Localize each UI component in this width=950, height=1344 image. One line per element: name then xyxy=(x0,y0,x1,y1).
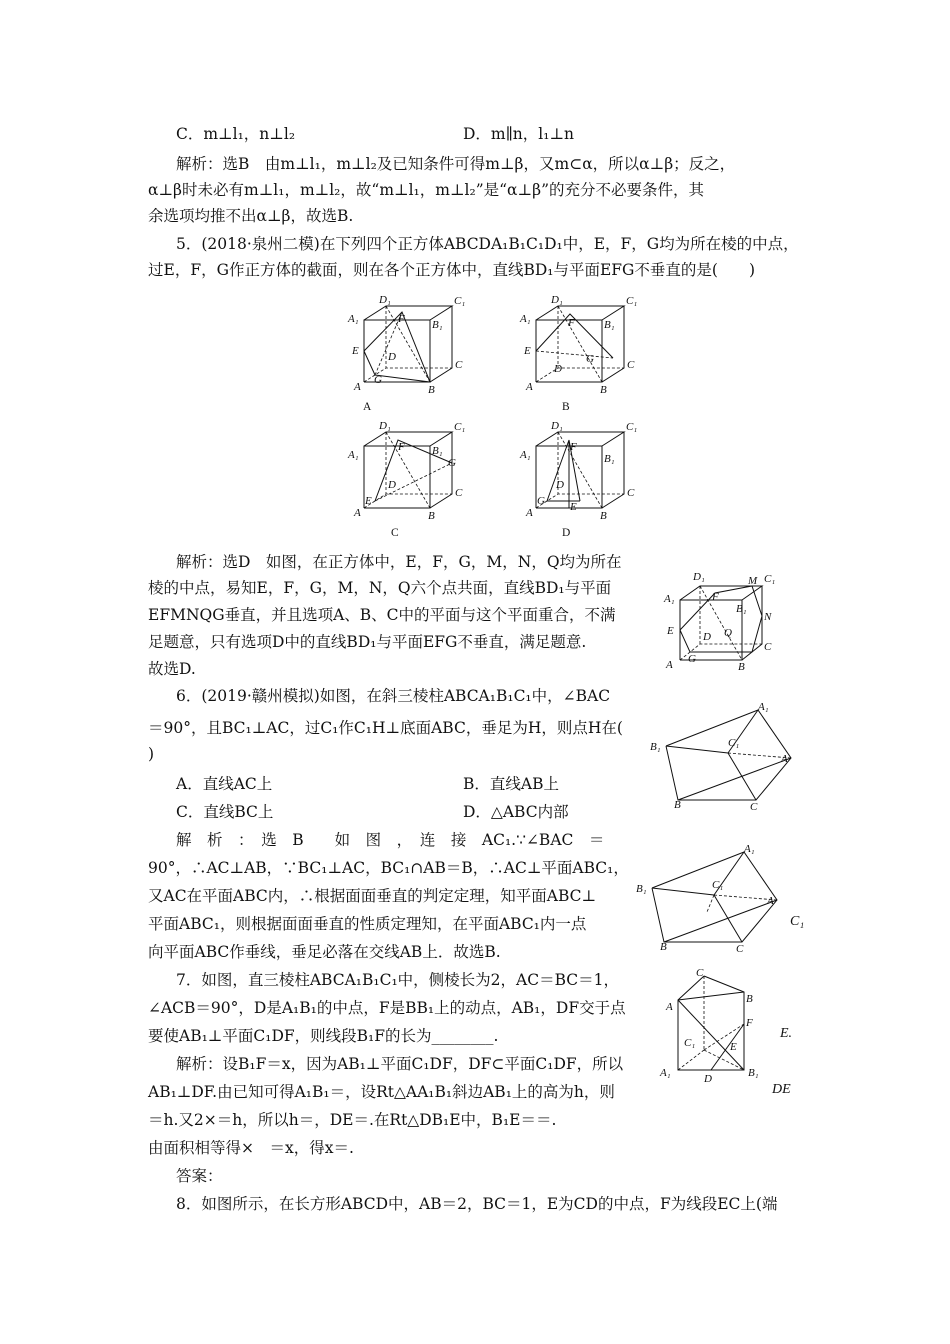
vertex-label: D₁ xyxy=(693,571,705,583)
vertex-label: B xyxy=(746,993,753,1005)
q7-stem-line3: 要使AB₁⊥平面C₁DF，则线段B₁F的长为________. xyxy=(148,1027,499,1045)
margin-mark-de: DE xyxy=(772,1082,791,1097)
vertex-label: E xyxy=(365,495,372,507)
caption-d: D xyxy=(562,527,571,539)
vertex-label: A₁ xyxy=(758,701,769,713)
q5-stem-line1: 5．(2018·泉州二模)在下列四个正方体ABCDA₁B₁C₁D₁中，E，F，G均为所在棱的中点， xyxy=(176,235,799,253)
prism-figure-q6 xyxy=(646,698,796,810)
label-a1: A₁ xyxy=(348,313,359,325)
vertex-label: C₁ xyxy=(712,879,724,891)
vertex-label: F xyxy=(746,1017,753,1029)
label-d: D xyxy=(388,351,396,363)
vertex-label: C xyxy=(627,487,635,499)
vertex-label: C₁ xyxy=(684,1037,696,1049)
vertex-label: C xyxy=(764,641,772,653)
vertex-label: C₁ xyxy=(626,295,638,307)
q6-analysis-line4: 平面ABC₁，则根据面面垂直的性质定理知，在平面ABC₁内一点 xyxy=(148,915,587,933)
vertex-label: C xyxy=(736,943,744,952)
q7-answer-label: 答案： xyxy=(176,1167,223,1185)
vertex-label: B₁ xyxy=(604,319,615,331)
q7-stem-line1: 7．如图，直三棱柱ABCA₁B₁C₁中，侧棱长为2，AC＝BC＝1， xyxy=(176,971,619,989)
vertex-label: F xyxy=(568,317,575,329)
vertex-label: E xyxy=(524,345,531,357)
q6-analysis-line5: 向平面ABC作垂线，垂足必落在交线AB上．故选B. xyxy=(148,943,501,961)
q6-option-c: C．直线BC上 xyxy=(176,803,274,821)
vertex-label: B xyxy=(600,510,607,522)
vertex-label: G xyxy=(537,495,545,507)
q8-stem-line1: 8．如图所示，在长方形ABCD中，AB＝2，BC＝1，E为CD的中点，F为线段EC上(端 xyxy=(176,1195,778,1213)
vertex-label: F xyxy=(398,441,405,453)
vertex-label: Q xyxy=(724,627,732,639)
vertex-label: C₁ xyxy=(626,421,638,433)
q6-option-a: A．直线AC上 xyxy=(176,775,273,793)
q7-analysis-line1: 解析：设B₁F＝x，因为AB₁⊥平面C₁DF，DF⊂平面C₁DF，所以 xyxy=(176,1055,624,1073)
vertex-label: B₁ xyxy=(736,603,747,615)
vertex-label: D₁ xyxy=(551,294,563,306)
margin-mark-e: E. xyxy=(780,1026,793,1041)
vertex-label: B xyxy=(428,510,435,522)
vertex-label: A xyxy=(767,895,774,907)
vertex-label: M xyxy=(748,575,758,587)
q6-stem-line1: 6．(2019·赣州模拟)如图，在斜三棱柱ABCA₁B₁C₁中，∠BAC xyxy=(176,687,611,705)
q4-analysis-line2: α⊥β时未必有m⊥l₁，m⊥l₂，故“m⊥l₁，m⊥l₂”是“α⊥β”的充分不必要条件，其 xyxy=(148,181,704,199)
vertex-label: A₁ xyxy=(520,449,531,461)
q5-analysis-line1: 解析：选D 如图，在正方体中，E，F，G，M，N，Q均为所在 xyxy=(176,553,622,571)
vertex-label: C₁ xyxy=(454,421,466,433)
vertex-label: A xyxy=(666,659,673,671)
q6-stem-line2: ＝90°，且BC₁⊥AC，过C₁作C₁H⊥底面ABC，垂足为H，则点H在( xyxy=(148,719,623,737)
vertex-label: C₁ xyxy=(728,737,740,749)
vertex-label: D xyxy=(554,363,562,375)
cube-figure-a xyxy=(342,292,472,414)
q7-stem-line2: ∠ACB＝90°，D是A₁B₁的中点，F是BB₁上的动点，AB₁，DF交于点 xyxy=(148,999,626,1017)
vertex-label: A xyxy=(526,507,533,519)
vertex-label: D xyxy=(703,631,711,643)
q7-analysis-line2: AB₁⊥DF.由已知可得A₁B₁＝，设Rt△AA₁B₁斜边AB₁上的高为h，则 xyxy=(148,1083,615,1101)
cube-figure-c xyxy=(342,418,472,546)
option-c-q4: C．m⊥l₁，n⊥l₂ xyxy=(176,125,296,143)
q7-analysis-line4: 由面积相等得× ＝x，得x＝. xyxy=(148,1139,354,1157)
vertex-label: A₁ xyxy=(744,843,755,855)
q6-analysis-line3: 又AC在平面ABC内，∴根据面面垂直的判定定理，知平面ABC⊥ xyxy=(148,887,597,905)
label-c1: C₁ xyxy=(454,295,466,307)
vertex-label: B₁ xyxy=(604,453,615,465)
vertex-label: B xyxy=(738,661,745,672)
vertex-label: A₁ xyxy=(520,313,531,325)
q6-option-d: D．△ABC内部 xyxy=(463,803,569,821)
caption-a: A xyxy=(363,401,372,413)
right-prism-figure-q7 xyxy=(656,966,776,1084)
label-a: A xyxy=(354,381,361,393)
q6-analysis-line2: 90°，∴AC⊥AB，∵BC₁⊥AC，BC₁∩AB＝B，∴AC⊥平面ABC₁， xyxy=(148,859,629,877)
vertex-label: C xyxy=(750,801,758,810)
q5-analysis-line2: 棱的中点，易知E，F，G，M，N，Q六个点共面，直线BD₁与平面 xyxy=(148,579,612,597)
vertex-label: B₁ xyxy=(432,445,443,457)
vertex-label: D₁ xyxy=(551,420,563,432)
vertex-label: B xyxy=(600,384,607,396)
vertex-label: B xyxy=(674,799,681,810)
vertex-label: B₁ xyxy=(650,741,661,753)
q6-analysis-line1: 解 析 ： 选 B 如 图 ， 连 接 AC₁.∵∠BAC ＝ xyxy=(176,831,605,849)
vertex-label: D xyxy=(704,1073,712,1084)
vertex-label: E xyxy=(730,1041,737,1053)
vertex-label: C xyxy=(627,359,635,371)
q5-stem-line2: 过E，F，G作正方体的截面，则在各个正方体中，直线BD₁与平面EFG不垂直的是( ) xyxy=(148,261,756,279)
vertex-label: E xyxy=(570,501,577,513)
prism-figure-q6-analysis xyxy=(632,840,782,952)
vertex-label: G xyxy=(688,653,696,665)
label-e: E xyxy=(352,345,359,357)
vertex-label: E xyxy=(667,625,674,637)
vertex-label: B₁ xyxy=(748,1067,759,1079)
q6-option-b: B．直线AB上 xyxy=(463,775,559,793)
label-c: C xyxy=(455,359,463,371)
label-b: B xyxy=(428,384,435,396)
margin-mark-c1: C₁ xyxy=(790,914,805,929)
vertex-label: B₁ xyxy=(636,883,647,895)
label-f: F xyxy=(398,313,405,325)
cube-figure-analysis xyxy=(660,562,780,672)
vertex-label: D xyxy=(388,479,396,491)
vertex-label: D xyxy=(556,479,564,491)
cube-figure-d xyxy=(514,418,644,546)
vertex-label: C xyxy=(455,487,463,499)
vertex-label: F xyxy=(712,591,719,603)
cube-figure-b xyxy=(514,292,644,414)
vertex-label: A xyxy=(354,507,361,519)
q4-analysis-line1: 解析：选B 由m⊥l₁，m⊥l₂及已知条件可得m⊥β，又m⊂α，所以α⊥β；反之， xyxy=(176,155,736,173)
vertex-label: G xyxy=(586,353,594,365)
vertex-label: C xyxy=(696,967,704,979)
vertex-label: C₁ xyxy=(764,573,776,585)
q5-analysis-line4: 足题意，只有选项D中的直线BD₁与平面EFG不垂直，满足题意. xyxy=(148,633,587,651)
vertex-label: A xyxy=(666,1001,673,1013)
caption-b: B xyxy=(562,401,570,413)
q7-analysis-line3: ＝h.又2×＝h，所以h＝，DE＝.在Rt△DB₁E中，B₁E＝＝. xyxy=(148,1111,557,1129)
vertex-label: N xyxy=(764,611,772,623)
label-g: G xyxy=(374,374,382,386)
vertex-label: A xyxy=(781,753,788,765)
q5-analysis-line3: EFMNQG垂直，并且选项A、B、C中的平面与这个平面重合，不满 xyxy=(148,606,616,624)
vertex-label: D₁ xyxy=(379,420,391,432)
vertex-label: A₁ xyxy=(348,449,359,461)
caption-c: C xyxy=(391,527,399,539)
q6-stem-line3: ) xyxy=(148,745,155,763)
vertex-label: F xyxy=(570,441,577,453)
label-b1: B₁ xyxy=(432,319,443,331)
option-d-q4: D．m∥n，l₁⊥n xyxy=(463,125,574,143)
q4-analysis-line3: 余选项均推不出α⊥β，故选B. xyxy=(148,207,354,225)
vertex-label: A xyxy=(526,381,533,393)
label-d1: D₁ xyxy=(379,294,391,306)
vertex-label: G xyxy=(448,457,456,469)
q5-analysis-line5: 故选D. xyxy=(148,660,196,678)
vertex-label: A₁ xyxy=(660,1067,671,1079)
vertex-label: A₁ xyxy=(664,593,675,605)
vertex-label: B xyxy=(660,941,667,952)
